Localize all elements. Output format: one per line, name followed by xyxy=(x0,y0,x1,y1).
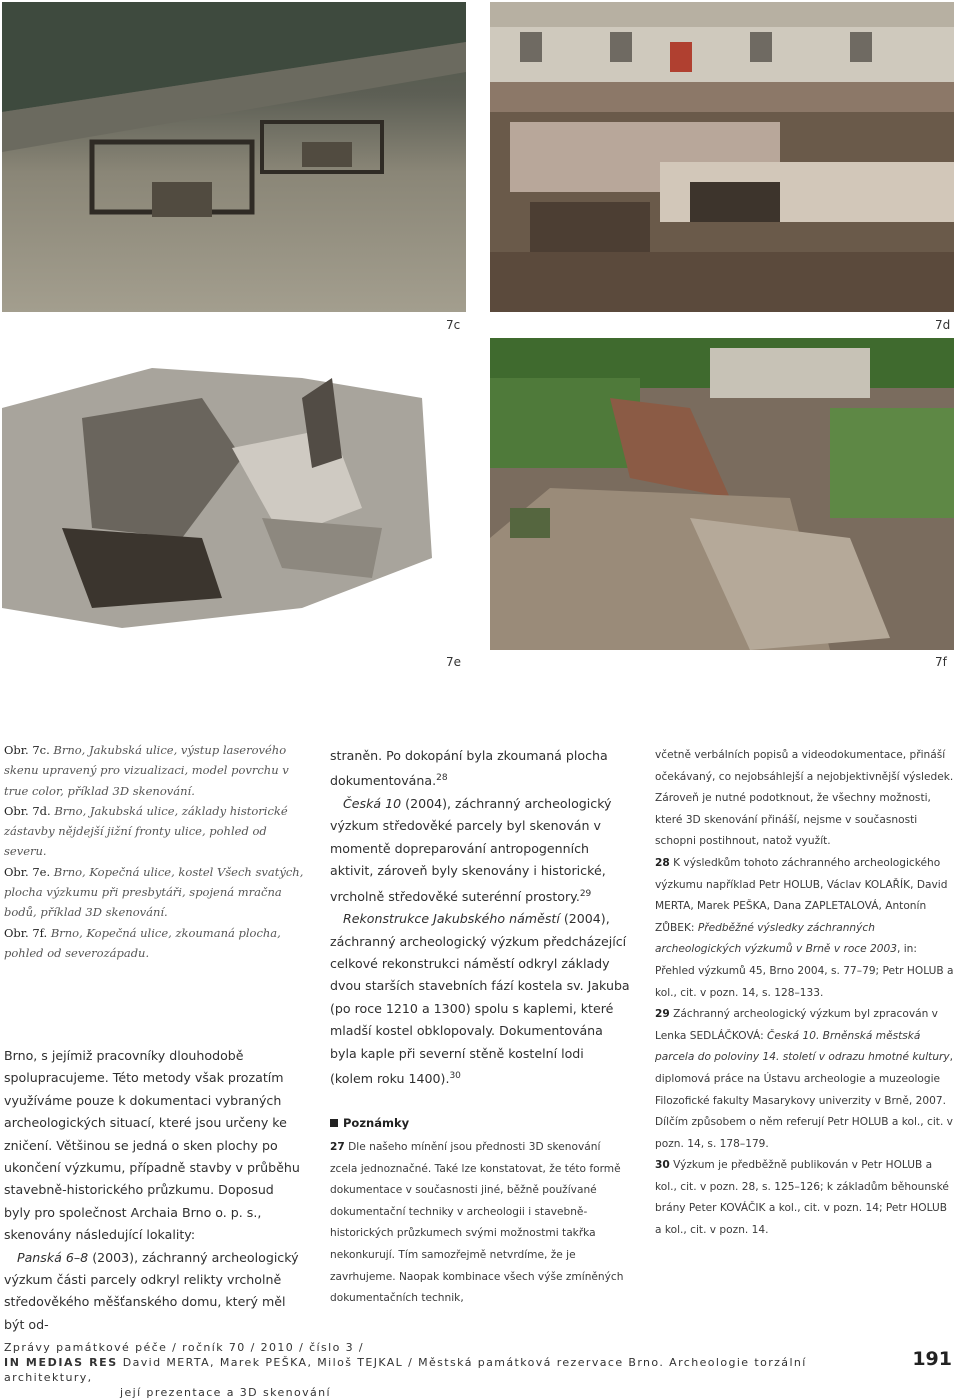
figure-label-7c: 7c xyxy=(446,318,461,332)
note-30: 30 Výzkum je předběžně publikován v Petr HOLUB a kol., cit. v pozn. 28, s. 125–126; k základům běhounské brány Peter KOVÁČIK a kol., cit. v pozn. 14; Petr HOLUB a kol., cit. v pozn. 14. xyxy=(655,1159,949,1237)
caption-7d: Obr. 7d. Brno, Jakubská ulice, základy historické zástavby nějdejší jižní fronty ulice, pohled od severu. xyxy=(4,803,288,859)
photo-7e xyxy=(2,338,466,650)
square-bullet-icon xyxy=(330,1119,338,1127)
note-29: 29 Záchranný archeologický výzkum byl zpracován v Lenka SEDLÁČKOVÁ: Česká 10. Brněnská městská parcela do poloviny 14. století v odrazu hmotné kultury, diplomová práce na Ústavu archeologie a muzeologie Filozofické fakulty Masarykovy univerzity v Brně, 2007. Dílčím způsobem o něm referují Petr HOLUB a kol., cit. v pozn. 14, s. 178–179. xyxy=(655,1008,954,1150)
figure-label-7e: 7e xyxy=(446,655,462,669)
paragraph: straněn. Po dokopání byla zkoumaná plocha dokumentována.$^{28}$ xyxy=(330,748,608,789)
footnote-ref: 30 xyxy=(449,1071,461,1082)
page-footer xyxy=(4,1340,894,1400)
caption-7e: Obr. 7e. Brno, Kopečná ulice, kostel Všech svatých, plocha výzkumu při presbytáři, spojená mračna bodů, příklad 3D skenování. xyxy=(4,864,304,920)
footer-article: IN MEDIAS RES David MERTA, Marek PEŠKA, Miloš TEJKAL / Městská památková rezervace Brno. Archeologie torzální architektury, xyxy=(4,1356,807,1384)
notes-heading: Poznámky xyxy=(330,1116,409,1130)
footnote-ref: 29 xyxy=(579,888,592,899)
photo-7d xyxy=(490,2,954,312)
footer-article-cont: její prezentace a 3D skenování xyxy=(120,1386,332,1399)
note-28: 28 K výsledkům tohoto záchranného archeologického výzkumu například Petr HOLUB, Václav KOLAŘÍK, David MERTA, Marek PEŠKA, Dana ZAPLETALOVÁ, Antonín ZŮBEK: Předběžné výsledky záchranných archeologických výzkumů v Brně v roce 2003, in: Přehled výzkumů 45, Brno 2004, s. 77–79; Petr HOLUB a kol., cit. v pozn. 14, s. 128–133. xyxy=(655,856,954,999)
paragraph: Česká 10 (2004), záchranný archeologický výzkum středověké parcely byl skenován v momentě dopreparování antropogenních aktivit, zároveň byly skenovány i historické, vrcholně středověké suterénní prostory.$^{29}$ xyxy=(330,796,612,904)
note-27: 27 Dle našeho mínění jsou přednosti 3D skenování zcela jednoznačné. Také lze konstatovat, že této formě dokumentace v současnosti jiné, běžně používané dokumentační techniky v archeologii i stavebně-historických průzkumech svými možnostmi takřka nekonkurují. Tím samozřejmě netvrdíme, že je zavrhujeme. Naopak kombinace všech výše zmíněných dokumentačních technik, xyxy=(330,1141,624,1305)
caption-7c: Obr. 7c. Brno, Jakubská ulice, výstup laserového skenu upravený pro vizualizaci, model povrchu v true color, příklad 3D skenování. xyxy=(4,743,289,798)
photo-7f xyxy=(490,338,954,650)
photo-7c xyxy=(2,2,466,312)
body-column-1 xyxy=(4,1045,304,1336)
notes-column-2 xyxy=(330,1137,630,1310)
footnote-ref: 28 xyxy=(436,773,448,784)
paragraph: Brno, s jejímiž pracovníky dlouhodobě spolupracujeme. Této metody však prozatím využíváme pouze k dokumentaci vybraných archeologických situací, které jsou určeny ke zničení. Většinou se jedná o sken plochy po ukončení výzkumu, případně stavby v průběhu stavebně-historického průzkumu. Doposud byly pro společnost Archaia Brno o. p. s., skenovány následující lokality: xyxy=(4,1048,300,1243)
paragraph: Rekonstrukce Jakubského náměstí (2004), záchranný archeologický výzkum předcházející celkové rekonstrukci náměstí odkryl základy dvou starších stavebních fází kostela sv. Jakuba (po roce 1210 a 1300) spolu s kaplemi, které mladší kostel obklopovaly. Dokumentována byla kaple při severní stěně kostelní lodi (kolem roku 1400).$^{30}$ xyxy=(330,911,630,1087)
caption-7f: Obr. 7f. Brno, Kopečná ulice, zkoumaná plocha, pohled od severozápadu. xyxy=(4,925,281,960)
figure-label-7f: 7f xyxy=(935,655,947,669)
figure-captions xyxy=(4,740,304,963)
footer-journal: Zprávy památkové péče / ročník 70 / 2010 / číslo 3 / xyxy=(4,1341,364,1354)
notes-column-3 xyxy=(655,745,955,1242)
body-column-2 xyxy=(330,745,630,1091)
figure-label-7d: 7d xyxy=(935,318,951,332)
paragraph: Panská 6–8 (2003), záchranný archeologický výzkum části parcely odkryl relikty vrcholně středověkého měšťanského domu, který měl být od- xyxy=(4,1249,299,1332)
page-number: 191 xyxy=(912,1348,952,1370)
note-27-continued: včetně verbálních popisů a videodokumentace, přináší očekávaný, co nejobsáhlejší a nejobjektivnější výsledek. Zároveň je nutné podotknout, že všechny možnosti, které 3D skenování přináší, nejsme v současnosti schopni postihnout, natož využít. xyxy=(655,749,954,848)
